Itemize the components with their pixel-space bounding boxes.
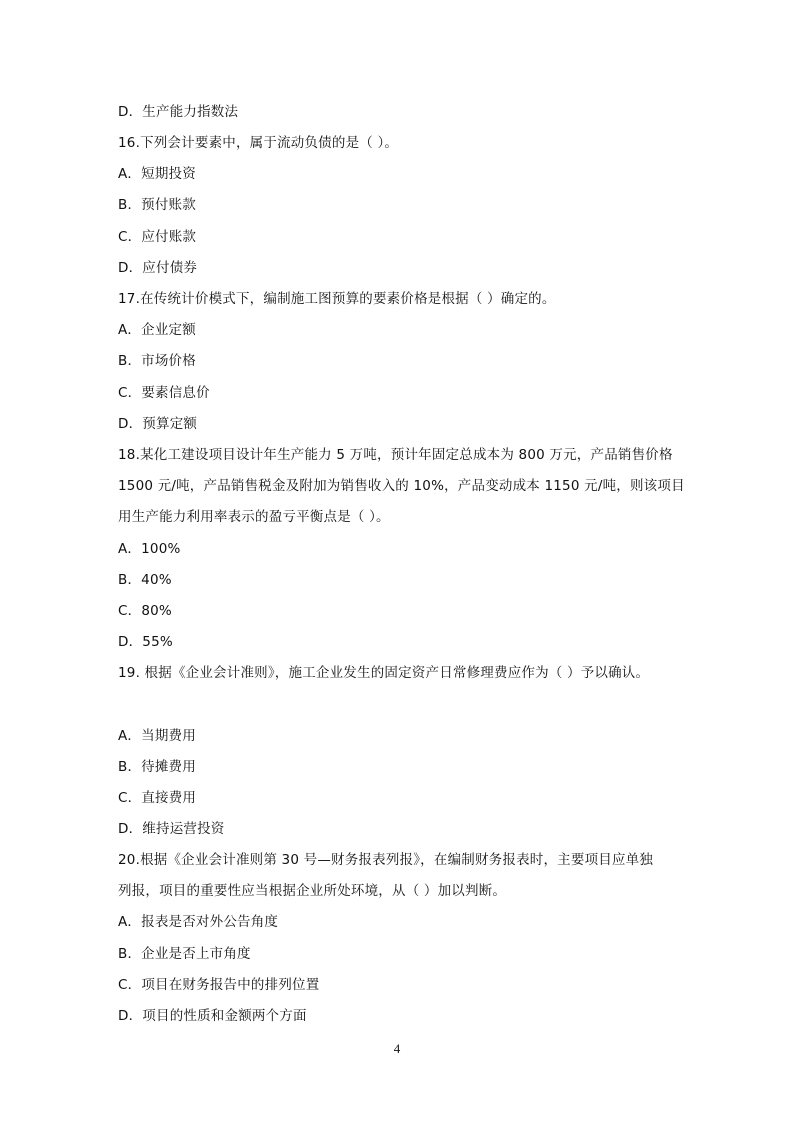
option-b-q17: B．市场价格 <box>118 353 196 369</box>
option-c-q16: C．应付账款 <box>118 229 197 245</box>
option-b-q18: B．40% <box>118 572 172 588</box>
option-c-q19: C．直接费用 <box>118 790 197 806</box>
question-18-line-2: 1500 元/吨，产品销售税金及附加为销售收入的 10%，产品变动成本 1150 元/吨，则该项目 <box>118 478 685 494</box>
option-d-q18: D．55% <box>118 634 173 650</box>
question-17: 17.在传统计价模式下，编制施工图预算的要素价格是根据（ ）确定的。 <box>118 291 556 307</box>
question-18-line-1: 18.某化工建设项目设计年生产能力 5 万吨，预计年固定总成本为 800 万元，产品销售价格 <box>118 447 673 463</box>
option-d-q19: D．维持运营投资 <box>118 821 225 837</box>
option-a-q18: A．100% <box>118 541 181 557</box>
question-18-line-3: 用生产能力利用率表示的盈亏平衡点是（ ）。 <box>118 509 390 525</box>
option-b-q20: B．企业是否上市角度 <box>118 946 251 962</box>
option-d-q17: D．预算定额 <box>118 416 198 432</box>
option-a-q17: A．企业定额 <box>118 322 196 338</box>
option-a-q16: A．短期投资 <box>118 166 196 182</box>
option-c-q20: C．项目在财务报告中的排列位置 <box>118 977 320 993</box>
question-19: 19. 根据《企业会计准则》，施工企业发生的固定资产日常修理费应作为（ ）予以确认。 <box>118 665 650 681</box>
option-b-q16: B．预付账款 <box>118 197 196 213</box>
page-number: 4 <box>393 1041 401 1056</box>
option-d-q20: D．项目的性质和金额两个方面 <box>118 1008 307 1024</box>
option-d-q16: D．应付债券 <box>118 260 198 276</box>
option-c-q17: C．要素信息价 <box>118 385 210 401</box>
question-20-line-2: 列报，项目的重要性应当根据企业所处环境，从（ ）加以判断。 <box>118 883 507 899</box>
option-b-q19: B．待摊费用 <box>118 759 196 775</box>
option-c-q18: C．80% <box>118 603 172 619</box>
option-a-q20: A．报表是否对外公告角度 <box>118 914 279 930</box>
question-16: 16.下列会计要素中，属于流动负债的是（ ）。 <box>118 135 399 151</box>
option-a-q19: A．当期费用 <box>118 728 196 744</box>
question-20-line-1: 20.根据《企业会计准则第 30 号—财务报表列报》，在编制财务报表时，主要项目应单独 <box>118 852 654 868</box>
option-d-q15: D．生产能力指数法 <box>118 104 239 120</box>
